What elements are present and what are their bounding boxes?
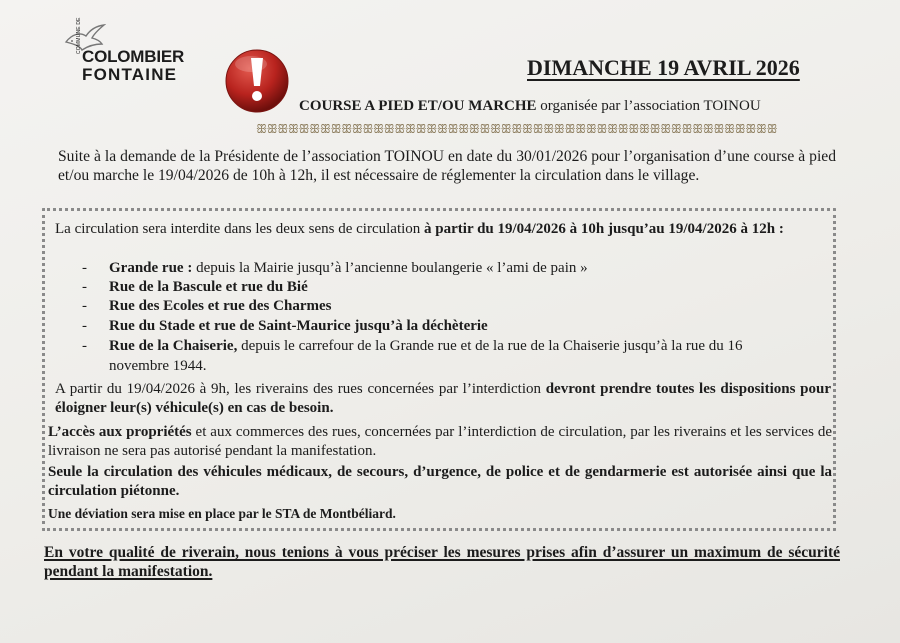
circulation-text: La circulation sera interdite dans les deux sens de circulation bbox=[55, 221, 425, 237]
list-item: - Rue des Ecoles et rue des Charmes bbox=[82, 298, 332, 314]
municipality-logo bbox=[62, 17, 212, 90]
street-detail-continuation: novembre 1944. bbox=[109, 358, 207, 374]
logo-name-top: COLOMBIER bbox=[82, 47, 185, 66]
access-text: et aux commerces des rues, concernées par l’interdiction de circulation, par les riverains et les services de livraison ne sera pas autorisé pendant la manifestation. bbox=[48, 424, 832, 459]
access-paragraph bbox=[48, 423, 832, 460]
street-name: Rue du Stade et rue de Saint-Maurice jusqu’à la déchèterie bbox=[109, 318, 488, 334]
intro-paragraph: Suite à la demande de la Présidente de l’association TOINOU en date du 30/01/2026 pour l’organisation d’une course à pied et/ou marche le 19/04/2026 de 10h à 12h, il est nécessaire de réglementer la circulation dans le village. bbox=[58, 148, 836, 184]
street-name: Rue de la Chaiserie, bbox=[109, 338, 238, 354]
event-title-rest: organisée par l’association TOINOU bbox=[536, 98, 761, 114]
access-bold: L’accès aux propriétés bbox=[48, 424, 192, 440]
street-detail: depuis la Mairie jusqu’à l’ancienne boulangerie « l’ami de pain » bbox=[192, 260, 588, 276]
event-title bbox=[299, 98, 761, 115]
list-item: - Rue de la Bascule et rue du Bié bbox=[82, 279, 308, 295]
list-item: - Grande rue : depuis la Mairie jusqu’à l’ancienne boulangerie « l’ami de pain » bbox=[82, 260, 588, 276]
list-item: - Rue de la Chaiserie, depuis le carrefour de la Grande rue et de la rue de la Chaiserie jusqu’à la rue du 16 bbox=[82, 338, 743, 354]
decorative-ornament: ꕥꕥꕥꕥꕥꕥꕥꕥꕥꕥꕥꕥꕥꕥꕥꕥꕥꕥꕥꕥꕥꕥꕥꕥꕥꕥꕥꕥꕥꕥꕥꕥꕥꕥꕥꕥꕥꕥꕥꕥꕥꕥꕥꕥꕥꕥꕥꕥꕥ bbox=[256, 122, 778, 136]
authorized-vehicles-paragraph: Seule la circulation des véhicules médicaux, de secours, d’urgence, de police et de gendarmerie est autorisée ainsi que la circulation piétonne. bbox=[48, 464, 832, 499]
event-date-title: DIMANCHE 19 AVRIL 2026 bbox=[527, 55, 800, 80]
circulation-period: à partir du 19/04/2026 à 10h jusqu’au 19/04/2026 à 12h : bbox=[424, 221, 784, 237]
list-item: - Rue du Stade et rue de Saint-Maurice jusqu’à la déchèterie bbox=[82, 318, 488, 334]
logo-small-text: COMMUNE DE bbox=[76, 17, 82, 54]
residents-text: A partir du 19/04/2026 à 9h, les riverains des rues concernées par l’interdiction bbox=[55, 381, 546, 397]
exclamation-icon bbox=[224, 48, 290, 114]
street-detail: depuis le carrefour de la Grande rue et de la rue de la Chaiserie jusqu’à la rue du 16 bbox=[237, 338, 743, 354]
footer-notice: En votre qualité de riverain, nous tenions à vous préciser les mesures prises afin d’assurer un maximum de sécurité pendant la manifestation. bbox=[44, 544, 840, 580]
street-name: Grande rue : bbox=[109, 260, 193, 276]
residents-paragraph bbox=[55, 380, 831, 417]
circulation-paragraph bbox=[55, 220, 830, 239]
event-title-bold: COURSE A PIED ET/OU MARCHE bbox=[299, 98, 537, 114]
deviation-notice: Une déviation sera mise en place par le STA de Montbéliard. bbox=[48, 506, 396, 521]
residents-instruction: devront prendre toutes les dispositions pour éloigner leur(s) véhicule(s) en cas de besoin. bbox=[55, 381, 831, 416]
street-name: Rue des Ecoles et rue des Charmes bbox=[109, 298, 332, 314]
street-name: Rue de la Bascule et rue du Bié bbox=[109, 279, 308, 295]
logo-name-bottom: FONTAINE bbox=[82, 65, 178, 84]
